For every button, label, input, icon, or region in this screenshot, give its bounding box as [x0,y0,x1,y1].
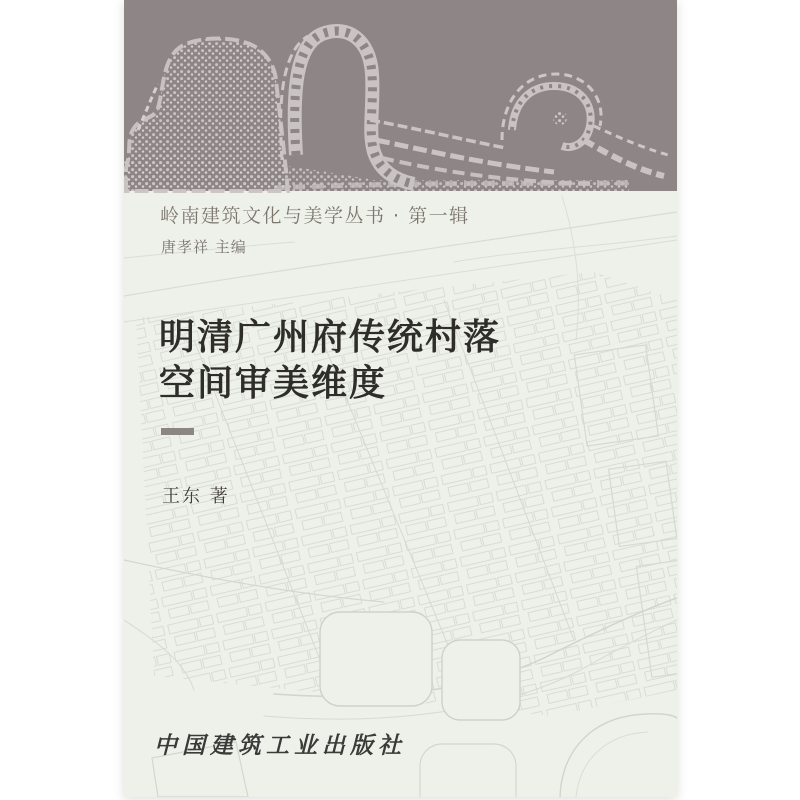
series-title: 岭南建筑文化与美学丛书 · 第一辑 [160,205,470,227]
book-title [159,314,501,406]
author-line: 王东 著 [162,486,230,507]
gable-wall-art [124,0,677,191]
series-editor: 唐孝祥 主编 [161,238,247,256]
book-title-line1: 明清广州府传统村落 [159,316,502,358]
book-title-line2: 空间审美维度 [159,362,388,404]
publisher-name: 中国建筑工业出版社 [154,732,406,759]
book-cover [124,0,677,797]
title-underline-dash [161,428,194,435]
